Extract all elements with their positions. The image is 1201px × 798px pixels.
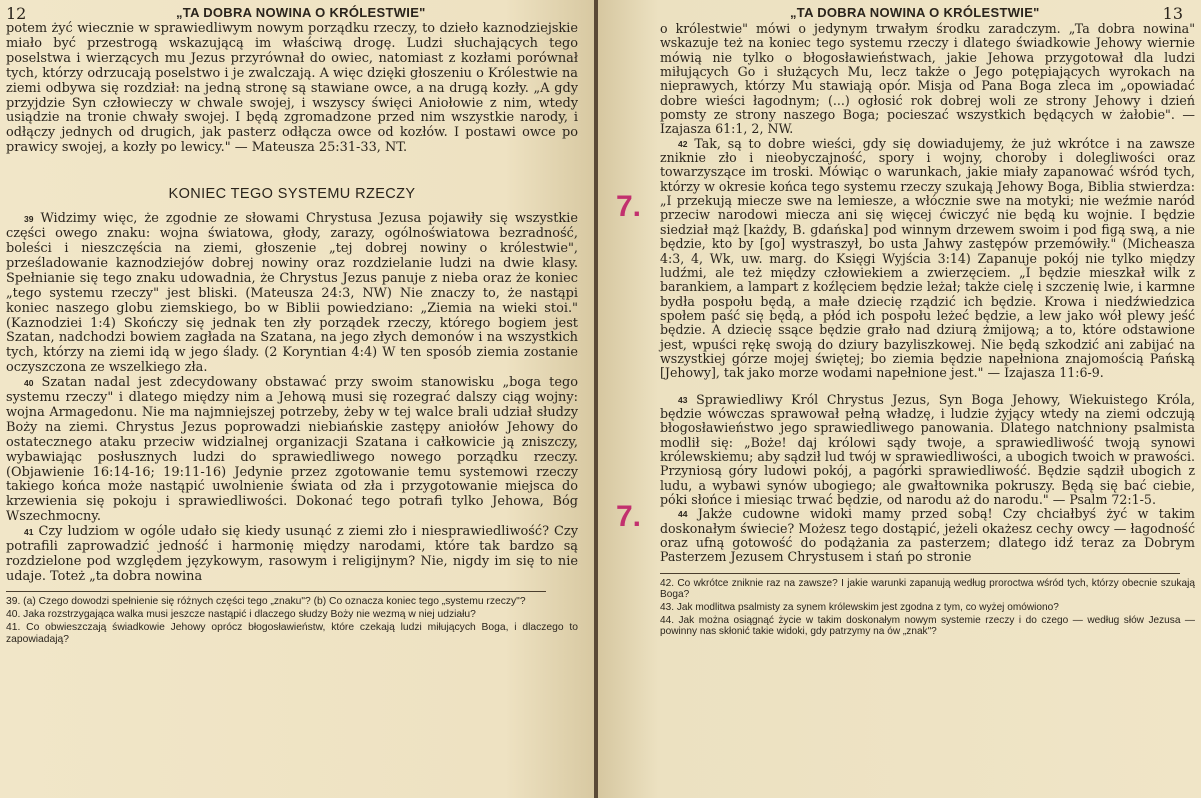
- paragraph-number-40: 40: [24, 378, 34, 389]
- paragraph-number-39: 39: [24, 214, 34, 225]
- section-title: KONIEC TEGO SYSTEMU RZECZY: [168, 186, 416, 203]
- paragraph-continued: o królestwie" mówi o jedynym trwałym środku zaradczym. „Ta dobra nowina" wskazuje też na koniec tego systemu rzeczy i dlatego świadkowie Jehowy wiernie mówią nie tylko o błogosławieństwach, jakie Jehowa przygotował dla ludzi miłujących Go i służących Mu, lecz także o Jego potępiających wyrokach na nieprawych, którzy Mu stawiają opór. Misja od Pana Boga zleca im „opowiadać dobre wieści łagodnym; (...) ogłosić rok dobrej woli ze strony Jehowy i dzień pomsty ze strony naszego Boga; pocieszać wszystkich będących w żałobie". — Izajasza 61:1, 2, NW.: [660, 21, 1195, 137]
- paragraph-intro: potem żyć wiecznie w sprawiedliwym nowym porządku rzeczy, to dzieło kaznodziejskie miało być przestrogą wskazującą im właściwą drogę. Ludzi słuchających tego poselstwa i wierzących mu Jezus przyrównał do owiec, natomiast z kozłami porównał tych, którzy odrzucają poselstwo i je zwalczają. A więc dzięki głoszeniu o Królestwie na ziemi odbywa się rozdział: na jedną stronę są stawiane owce, a na drugą kozły. „A gdy przyjdzie Syn człowieczy w chwale swojej, i wszyscy święci Aniołowie z nim, wtedy usiądzie na tronie chwały swojej. I będą zgromadzone przed nim wszystkie narody, i odłączy jednych od drugich, jak pasterz odłącza owce od kozłów. I postawi owce po prawicy swojej, a kozły po lewicy." — Mateusza 25:31-33, NT.: [6, 21, 578, 156]
- right-page-number: 13: [1162, 4, 1183, 23]
- paragraph-42-text: Tak, są to dobre wieści, gdy się dowiadujemy, że już wkrótce i na zawsze zniknie zło i nieobyczajność, spory i wojny, choroby i dolegliwości oraz towarzyszące im troski. Mówiąc o warunkach, jakie miały zapanować wśród tych, którzy w okresie końca tego systemu rzeczy szukają Jehowy Boga, Biblia stwierdza: „I przekują miecze swe na lemiesze, a włócznie swe na motyki; nie weźmie naród przeciw narodowi miecza ani się więcej ćwiczyć nie będą ku wojnie. I będzie siedział mąż [każdy, B. gdańska] pod winnym drzewem swoim i pod figą swą, a nie będzie, kto by [go] wystraszył, bo usta Jahwy zastępów przemówiły." (Micheasza 4:3, 4, Wk, uw. marg. do Księgi Wyjścia 3:14) Zapanuje pokój nie tylko między ludźmi, ale też między człowiekiem a zwierzęciem. „I będzie mieszkał wilk z barankiem, a lampart z koźlęciem będzie leżał; także cielę i szczenię lwie, i karmne bydła pospołu będą, a małe dziecię rządzić ich będzie. Krowa i niedźwiedzica społem paść się będą, a płód ich pospołu leżeć będzie, a lew jako wół plewy jeść będzie. A dziecię ssące będzie grało nad dziurą żmijową; a to, które odstawione jest, wpuści rękę swoją do dziury bazyliszkowej. Nie będą szkodzić ani zabijać na wszystkiej górze mojej świętej; bo ziemia będzie napełniona znajomością Pańską [Jehowy], tak jako morze wodami napełnione jest." — Izajasza 11:6-9.: [660, 135, 1195, 381]
- margin-pen-mark: 7.: [616, 500, 642, 533]
- paragraph-40-text: Szatan nadal jest zdecydowany obstawać przy swoim stanowisku „boga tego systemu rzeczy" i dlatego między nim a Jehową musi się rozegrać dalszy ciąg wojny: wojna Armagedonu. Nie ma najmniejszej potrzeby, żeby w tej walce brali udział słudzy Boży na ziemi. Chrystus Jezus poprowadzi niebiańskie zastępy aniołów Jehowy do ostatecznego ataku przeciw widzialnej organizacji Szatana i całkowicie ją zniszczy, wybawiając posłusznych ludzi do sprawiedliwego nowego porządku rzeczy. (Objawienie 16:14-16; 19:11-16) Jedynie przez zgotowanie temu systemowi rzeczy takiego końca może nastąpić uwolnienie świata od zła i przygotowanie miejsca do krzewienia się pokoju i sprawiedliwości. Dokonać tego potrafi tylko Jehowa, Bóg Wszechmocny.: [6, 375, 578, 525]
- footnote-43: 43. Jak modlitwa psalmisty za synem królewskim jest zgodna z tym, co wyżej omówiono?: [660, 601, 1059, 613]
- footnote-divider: [6, 591, 546, 592]
- footnote-41: 41. Co obwieszczają świadkowie Jehowy oprócz błogosławieństw, które czekają ludzi miłujących Boga, i dlaczego to zapowiadają?: [6, 622, 578, 646]
- paragraph-number-44: 44: [678, 509, 688, 520]
- paragraph-number-43: 43: [678, 394, 688, 405]
- footnote-39: 39. (a) Czego dowodzi spełnienie się różnych części tego „znaku"? (b) Co oznacza koniec tego „systemu rzeczy"?: [6, 595, 526, 607]
- paragraph-43-text: Sprawiedliwy Król Chrystus Jezus, Syn Boga Jehowy, Wiekuistego Króla, będzie wówczas sprawował pełną władzę, i ludzie żyjący wtedy na ziemi odczują błogosławieństwo jego sprawiedliwego panowania. Dlatego natchniony psalmista modlił się: „Boże! daj królowi sądy twoje, a sprawiedliwość twoją synowi królewskiemu; aby sądził lud twój w sprawiedliwości, a ubogich twoich w prawości. Przyniosą góry ludowi pokój, a pagórki sprawiedliwość. Będzie sądził ubogich z ludu, a wybawi synów ubogiego; ale gwałtownika pokruszy. Będą się bać ciebie, póki słońce i miesiąc trwać będzie, od narodu aż do narodu." — Psalm 72:1-5.: [660, 391, 1195, 507]
- right-page: [598, 0, 1201, 798]
- paragraph-39: [6, 212, 578, 376]
- paragraph-41: [6, 525, 578, 585]
- right-page-header: [660, 4, 1195, 22]
- right-running-head: „TA DOBRA NOWINA O KRÓLESTWIE": [790, 5, 1040, 20]
- left-page: [0, 0, 594, 798]
- footnote-divider: [660, 573, 1180, 574]
- paragraph-number-41: 41: [24, 527, 34, 538]
- paragraph-40: [6, 376, 578, 525]
- left-footnotes: [6, 596, 578, 647]
- paragraph-42: [660, 137, 1195, 381]
- paragraph-44-text: Jakże cudowne widoki mamy przed sobą! Czy chciałbyś żyć w takim doskonałym świecie? Możesz tego dostąpić, jeżeli okażesz cechy owcy — łagodność oraz ufną gotowość do podążania za pasterzem; dlatego idź teraz za Dobrym Pasterzem Jezusem Chrystusem i stań po stronie: [660, 506, 1195, 565]
- footnote-40: 40. Jaka rozstrzygająca walka musi jeszcze nastąpić i dlaczego słudzy Boży nie wezmą w niej udziału?: [6, 609, 476, 621]
- paragraph-43: [660, 393, 1195, 508]
- left-page-number: 12: [6, 4, 27, 23]
- footnote-42: 42. Co wkrótce zniknie raz na zawsze? I jakie warunki zapanują według proroctwa wśród tych, którzy obecnie szukają Boga?: [660, 577, 1195, 601]
- paragraph-44: [660, 507, 1195, 564]
- left-page-header: [6, 4, 578, 22]
- margin-pen-mark: 7.: [616, 190, 642, 223]
- right-footnotes: [660, 578, 1195, 638]
- footnote-44: 44. Jak można osiągnąć życie w takim doskonałym nowym systemie rzeczy i do czego — według słów Jezusa — powinny nas skłonić takie widoki, gdy patrzymy na ów „znak"?: [660, 614, 1195, 638]
- paragraph-39-text: Widzimy więc, że zgodnie ze słowami Chrystusa Jezusa pojawiły się wszystkie części owego znaku: wojna światowa, głody, zarazy, ogólnoświatowa bezradność, boleści i nieszczęścia na ziemi, głoszenie „tej dobrej nowiny o królestwie", prześladowanie kaznodziejów dobrej nowiny oraz rozdzielanie ludzi na dwie klasy. Spełnianie się tego znaku udowadnia, że Chrystus Jezus panuje z nieba oraz że koniec „tego systemu rzeczy" jest bliski. (Mateusza 24:3, NW) Nie znaczy to, że nastąpi koniec naszego globu ziemskiego, bo w Biblii powiedziano: „Ziemia na wieki stoi." (Kaznodziei 1:4) Skończy się jednak ten zły porządek rzeczy, którego bogiem jest Szatan, nadchodzi bowiem zagłada na Szatana, na jego złych demonów i na wszystkich tych, którzy na ziemi idą w jego ślady. (2 Koryntian 4:4) W ten sposób ziemia zostanie oczyszczona ze wszelkiego zła.: [6, 211, 578, 376]
- paragraph-41-text: Czy ludziom w ogóle udało się kiedy usunąć z ziemi zło i niesprawiedliwość? Czy potrafili zaprowadzić jedność i harmonię między narodami, które tak bardzo są rozdzielone pod względem językowym, rasowym i religijnym? Nie, nigdy im się to nie udaje. Toteż „ta dobra nowina: [6, 524, 578, 584]
- left-running-head: „TA DOBRA NOWINA O KRÓLESTWIE": [176, 5, 426, 20]
- paragraph-number-42: 42: [678, 138, 688, 149]
